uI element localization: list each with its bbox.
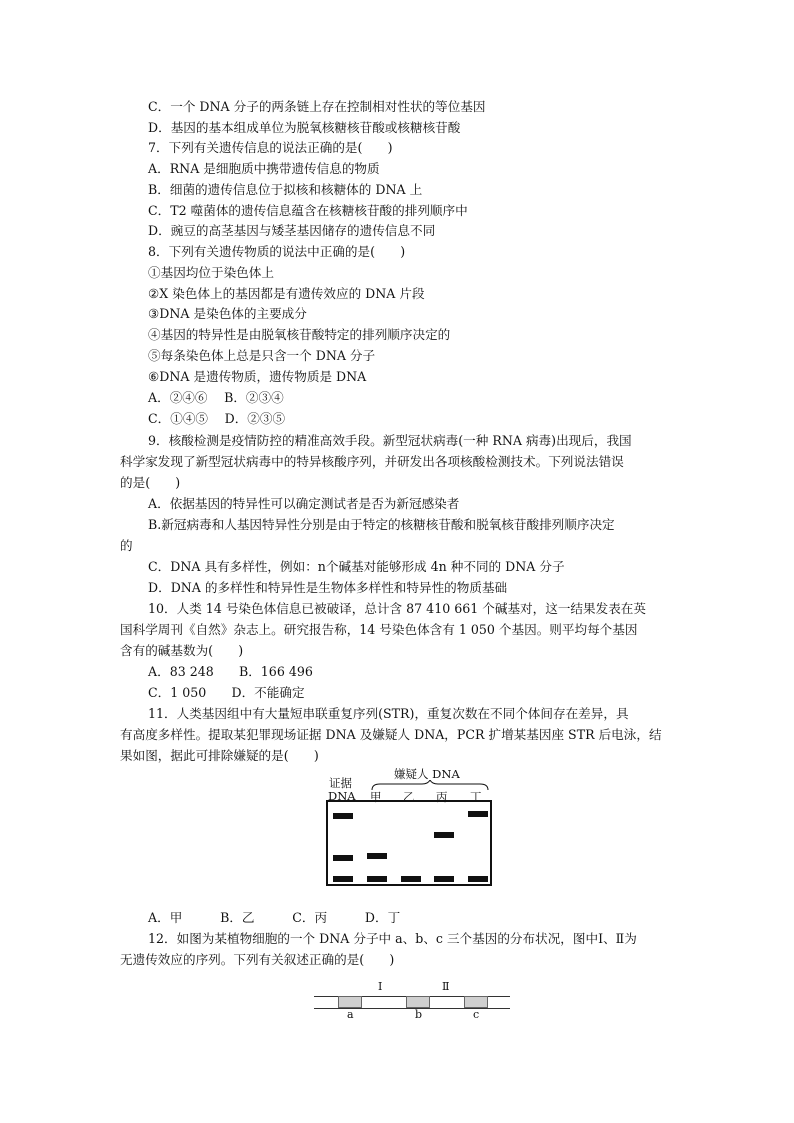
dna-strand-bottom — [314, 1008, 510, 1009]
statement-1: ①基因均位于染色体上 — [148, 265, 274, 280]
gene-b-segment — [406, 996, 430, 1008]
gel-electrophoresis-figure — [326, 767, 496, 895]
statement-3: ③DNA 是染色体的主要成分 — [148, 306, 307, 321]
gene-c-label: c — [473, 1008, 480, 1021]
band — [333, 813, 353, 819]
question-9-line1: 9．核酸检测是疫情防控的精准高效手段。新型冠状病毒(一种 RNA 病毒)出现后，我国 — [148, 433, 632, 448]
option-b-q9: B.新冠病毒和人基因特异性分别是由于特定的核糖核苷酸和脱氧核苷酸排列顺序决定 — [148, 517, 615, 532]
options-cd-q10: C．1 050 D．不能确定 — [148, 685, 305, 700]
options-cd-q8: C．①④⑤ D．②③⑤ — [148, 411, 286, 426]
question-9-line3: 的是( ) — [120, 475, 181, 490]
lane-label-bing: 丙 — [436, 790, 448, 804]
question-11-line3: 果如图，据此可排除嫌疑的是( ) — [120, 748, 319, 763]
band — [333, 855, 353, 861]
statement-5: ⑤每条染色体上总是只含一个 DNA 分子 — [148, 348, 376, 363]
lane-label-jia: 甲 — [370, 790, 382, 804]
lane-label-ding: 丁 — [470, 790, 482, 804]
option-d-q7: D．豌豆的高茎基因与矮茎基因储存的遗传信息不同 — [148, 223, 436, 238]
statement-4: ④基因的特异性是由脱氧核苷酸特定的排列顺序决定的 — [148, 327, 451, 342]
band — [468, 811, 488, 817]
question-10-line2: 国科学周刊《自然》杂志上。研究报告称，14 号染色体含有 1 050 个基因。则平均每个基因 — [120, 622, 638, 637]
option-c-q9: C．DNA 具有多样性，例如：n个碱基对能够形成 4n 种不同的 DNA 分子 — [148, 559, 565, 574]
band — [434, 876, 454, 882]
gene-b-label: b — [415, 1008, 423, 1021]
options-q11: A．甲 B．乙 C．丙 D．丁 — [148, 910, 401, 925]
option-a-q9: A．依据基因的特异性可以确定测试者是否为新冠感染者 — [148, 496, 460, 511]
question-11-line2: 有高度多样性。提取某犯罪现场证据 DNA 及嫌疑人 DNA，PCR 扩增某基因座 STR 后电泳，结 — [120, 727, 662, 742]
question-10-line1: 10．人类 14 号染色体信息已被破译，总计含 87 410 661 个碱基对，这一结果发表在英 — [148, 601, 646, 616]
region-1-label: Ⅰ — [378, 980, 383, 993]
option-d-q9: D．DNA 的多样性和特异性是生物体多样性和特异性的物质基础 — [148, 580, 508, 595]
band — [333, 876, 353, 882]
question-8: 8．下列有关遗传物质的说法中正确的是( ) — [148, 244, 406, 259]
evidence-label: 证据 — [329, 776, 352, 790]
options-ab-q10: A．83 248 B．166 496 — [148, 664, 313, 679]
band — [367, 876, 387, 882]
region-2-label: Ⅱ — [442, 980, 450, 993]
suspect-dna-label: 嫌疑人 DNA — [394, 767, 460, 781]
option-c-q6: C．一个 DNA 分子的两条链上存在控制相对性状的等位基因 — [148, 99, 486, 114]
option-a-q7: A．RNA 是细胞质中携带遗传信息的物质 — [148, 161, 380, 176]
lane-label-yi: 乙 — [403, 790, 415, 804]
option-c-q7: C．T2 噬菌体的遗传信息蕴含在核糖核苷酸的排列顺序中 — [148, 203, 468, 218]
question-9-line2: 科学家发现了新型冠状病毒中的特异核酸序列，并研发出各项核酸检测技术。下列说法错误 — [120, 454, 624, 469]
question-10-line3: 含有的碱基数为( ) — [120, 643, 244, 658]
question-11-line1: 11．人类基因组中有大量短串联重复序列(STR)，重复次数在不同个体间存在差异，具 — [148, 706, 629, 721]
option-d-q6: D．基因的基本组成单位为脱氧核糖核苷酸或核糖核苷酸 — [148, 120, 461, 135]
question-7: 7．下列有关遗传信息的说法正确的是( ) — [148, 140, 393, 155]
band — [367, 853, 387, 859]
options-ab-q8: A．②④⑥ B．②③④ — [148, 390, 284, 405]
gene-a-segment — [338, 996, 362, 1008]
band — [434, 832, 454, 838]
gene-a-label: a — [347, 1008, 354, 1021]
question-12-line2: 无遗传效应的序列。下列有关叙述正确的是( ) — [120, 952, 395, 967]
statement-2: ②X 染色体上的基因都是有遗传效应的 DNA 片段 — [148, 286, 425, 301]
gel-frame — [326, 800, 492, 886]
gene-c-segment — [464, 996, 488, 1008]
question-12-line1: 12．如图为某植物细胞的一个 DNA 分子中 a、b、c 三个基因的分布状况，图中Ⅰ、Ⅱ为 — [148, 931, 637, 946]
option-b-q7: B．细菌的遗传信息位于拟核和核糖体的 DNA 上 — [148, 182, 423, 197]
statement-6: ⑥DNA 是遗传物质，遗传物质是 DNA — [148, 369, 367, 384]
band — [468, 876, 488, 882]
band — [401, 876, 421, 882]
option-b-q9-cont: 的 — [120, 538, 133, 553]
evidence-dna-label: DNA — [328, 789, 356, 803]
dna-gene-diagram — [312, 982, 512, 1022]
